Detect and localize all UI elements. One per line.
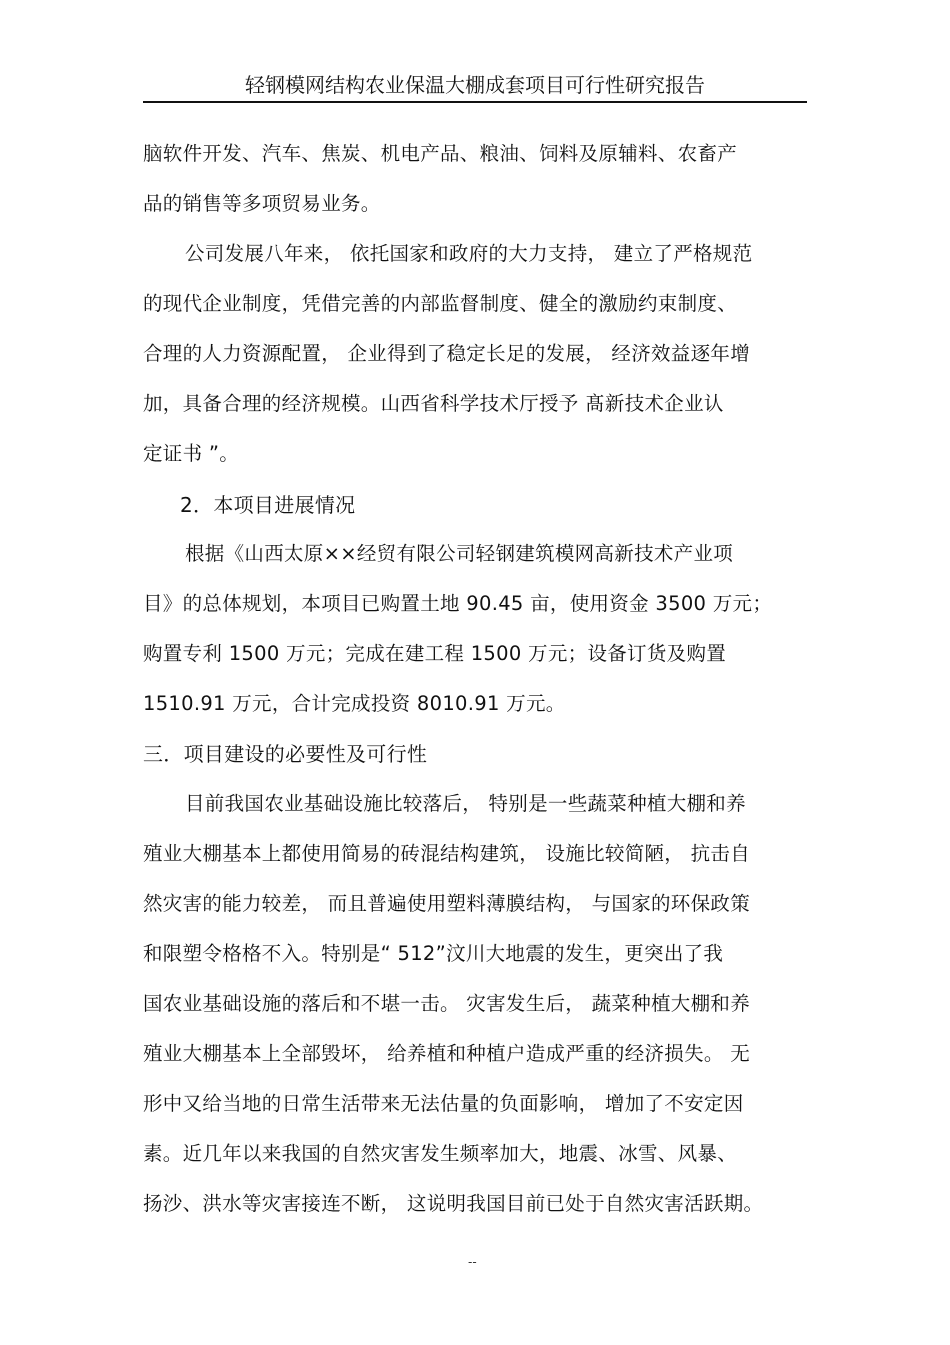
body-line: 品的销售等多项贸易业务。 (143, 192, 381, 215)
body-line: 素。近几年以来我国的自然灾害发生频率加大，地震、冰雪、风暴、 (143, 1142, 738, 1165)
body-line: 国农业基础设施的落后和不堪一击。 灾害发生后， 蔬菜种植大棚和养 (143, 992, 750, 1015)
body-line: 合理的人力资源配置， 企业得到了稳定长足的发展， 经济效益逐年增 (143, 342, 750, 365)
body-line: 购置专利 1500 万元；完成在建工程 1500 万元；设备订货及购置 (143, 642, 727, 665)
body-line: 加，具备合理的经济规模。山西省科学技术厅授予 髙新技术企业认 (143, 392, 724, 415)
body-line: 目前我国农业基础设施比较落后， 特别是一些蔬菜种植大棚和养 (185, 792, 746, 815)
section-heading: 三．项目建设的必要性及可行性 (143, 742, 428, 766)
body-line: 然灾害的能力较差， 而且普遍使用塑料薄膜结构， 与国家的环保政策 (143, 892, 750, 915)
body-line: 殖业大棚基本上全部毁坏， 给养植和种植户造成严重的经济损失。 无 (143, 1042, 750, 1065)
body-line: 殖业大棚基本上都使用简易的砖混结构建筑， 设施比较简陋， 抗击自 (143, 842, 750, 865)
body-line: 1510.91 万元，合计完成投资 8010.91 万元。 (143, 692, 566, 715)
section-heading: 2．本项目进展情况 (180, 493, 356, 517)
body-line: 公司发展八年来， 依托国家和政府的大力支持， 建立了严格规范 (185, 242, 753, 265)
page-header-title: 轻钢模网结构农业保温大棚成套项目可行性研究报告 (245, 73, 705, 97)
body-line: 扬沙、洪水等灾害接连不断， 这说明我国目前已处于自然灾害活跃期。 (143, 1192, 764, 1215)
body-line: 脑软件开发、汽车、焦炭、机电产品、粮油、饲料及原辅料、农畜产 (143, 142, 738, 165)
body-line: 目》的总体规划，本项目已购置土地 90.45 亩，使用资金 3500 万元； (143, 592, 773, 615)
header-divider (143, 101, 807, 103)
body-line: 根据《山西太原××经贸有限公司轻钢建筑模网高新技术产业项 (185, 542, 734, 565)
body-line: 的现代企业制度，凭借完善的内部监督制度、健全的激励约束制度、 (143, 292, 738, 315)
body-line: 定证书 ”。 (143, 442, 240, 465)
page-footer-marker: -- (468, 1255, 477, 1269)
body-line: 和限塑令格格不入。特别是“ 512”汶川大地震的发生，更突出了我 (143, 942, 724, 965)
body-line: 形中又给当地的日常生活带来无法估量的负面影响， 增加了不安定因 (143, 1092, 744, 1115)
